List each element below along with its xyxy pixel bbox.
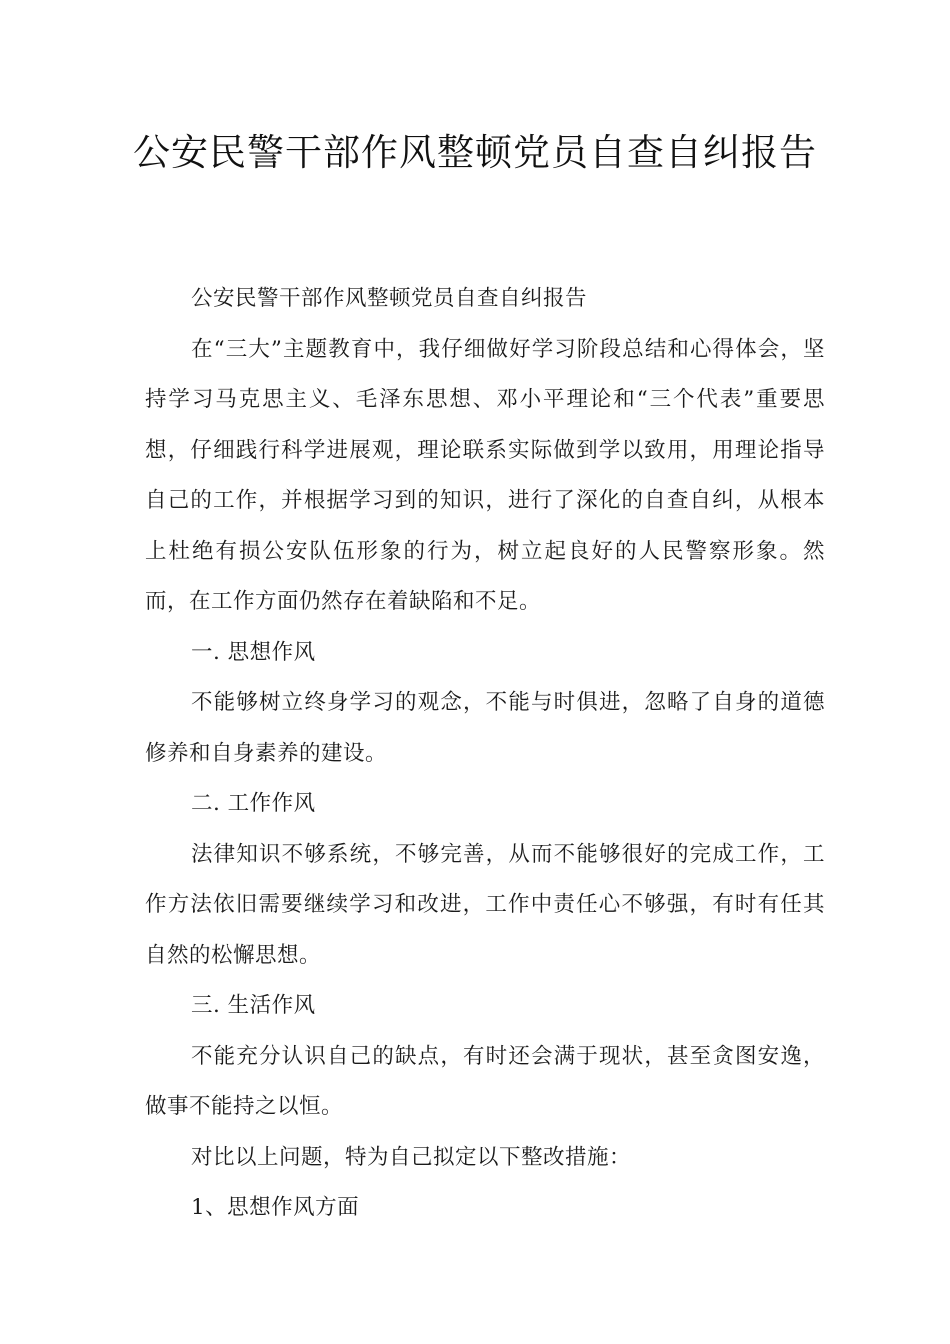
- paragraph-intro: 在“三大”主题教育中，我仔细做好学习阶段总结和心得体会，坚持学习马克思主义、毛泽东思想、邓小平理论和“三个代表”重要思想，仔细践行科学进展观，理论联系实际做到学以致用，用理论指导自己的工作，并根据学习到的知识，进行了深化的自查自纠，从根本上杜绝有损公安队伍形象的行为，树立起良好的人民警察形象。然而，在工作方面仍然存在着缺陷和不足。: [145, 336, 825, 614]
- paragraph-measures-intro: 对比以上问题，特为自己拟定以下整改措施：: [191, 1144, 632, 1170]
- section-heading-life: 三. 生活作风: [191, 993, 316, 1018]
- list-item-thought-measures: 1、思想作风方面: [191, 1195, 360, 1220]
- paragraph-thought: 不能够树立终身学习的观念，不能与时俱进，忽略了自身的道德修养和自身素养的建设。: [145, 690, 825, 766]
- document-title: 公安民警干部作风整顿党员自查自纠报告: [133, 131, 817, 174]
- section-heading-thought: 一. 思想作风: [191, 639, 316, 665]
- paragraph-work: 法律知识不够系统，不够完善，从而不能够很好的完成工作，工作方法依旧需要继续学习和改进，工作中责任心不够强，有时有任其自然的松懈思想。: [145, 841, 825, 968]
- paragraph-subtitle: 公安民警干部作风整顿党员自查自纠报告: [191, 286, 588, 311]
- section-heading-work: 二. 工作作风: [191, 791, 316, 816]
- paragraph-life: 不能充分认识自己的缺点，有时还会满于现状，甚至贪图安逸，做事不能持之以恒。: [145, 1043, 825, 1119]
- document-body: [145, 274, 825, 1234]
